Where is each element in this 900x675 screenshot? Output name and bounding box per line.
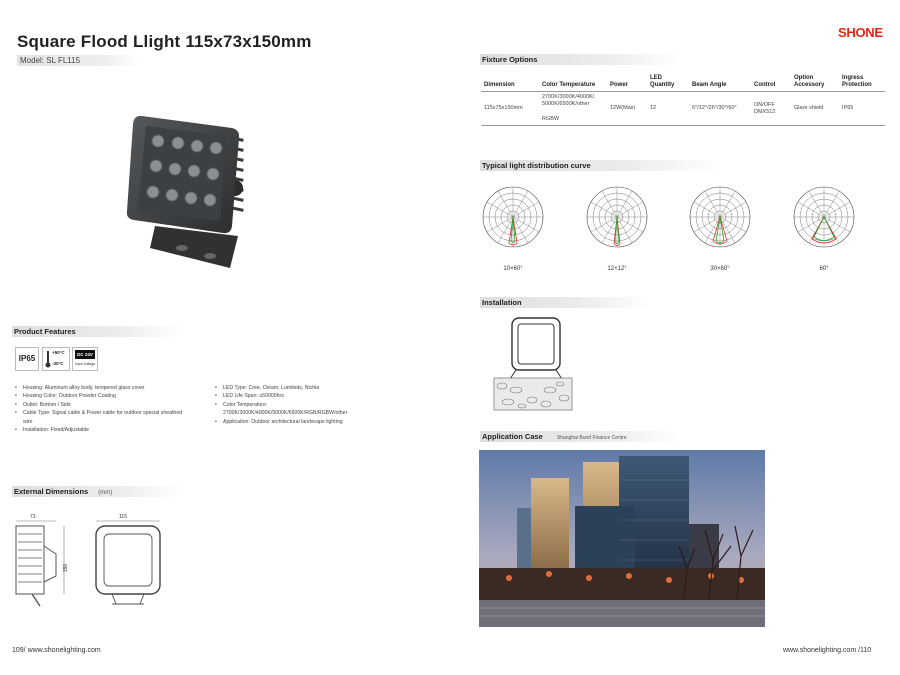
column-header: Color Temperature [539, 73, 607, 92]
curve-label: 12×12° [607, 266, 627, 272]
color-temp-line: RGBW [542, 116, 560, 122]
features-list-right [215, 384, 390, 426]
voltage-sub: Input Voltage [74, 362, 96, 366]
dim-front-width: 115 [119, 514, 127, 520]
cell-ip: IP65 [839, 92, 885, 126]
column-header: Option Accessory [791, 73, 839, 92]
ip-badge [15, 347, 39, 371]
curve-label: 30×60° [710, 266, 730, 272]
dim-side-width: 73 [30, 514, 36, 520]
cell-dimension: 115x75x150mm [481, 92, 539, 126]
list-item: • Housing: Aluminum alloy body, tempered glass cover [15, 384, 193, 392]
application-heading [480, 431, 682, 442]
application-caption: Shanghai Bund Finance Centre [556, 435, 627, 441]
installation-diagram [488, 316, 578, 416]
thermometer-icon [45, 350, 51, 368]
dimension-drawing [12, 512, 182, 612]
features-heading: Product Features [12, 326, 184, 337]
cell-beam: 6°/12°/26°/30°/60° [689, 92, 751, 126]
voltage-value: DC 24V [75, 350, 95, 359]
features-list-left [15, 384, 193, 434]
list-item: • LED Life Span: ≥50000hrs [215, 392, 390, 400]
application-heading-label: Application Case [482, 432, 543, 441]
footer-left[interactable]: 109/ www.shonelighting.com [12, 647, 101, 654]
model-label: Model: SL FL115 [17, 55, 140, 66]
column-header: Power [607, 73, 647, 92]
dimensions-heading-label: External Dimensions [14, 487, 89, 496]
column-header: Ingress Protection [839, 73, 885, 92]
dimensions-heading [12, 486, 184, 497]
installation-heading: Installation [480, 297, 652, 308]
dim-height: 150 [63, 563, 70, 573]
list-item: • Application: Outdoor architectural landscape lighting [215, 418, 390, 426]
column-header: Control [751, 73, 791, 92]
cell-accessory: Glare shield [791, 92, 839, 126]
temp-low: -30°C [52, 361, 64, 366]
product-image [120, 108, 260, 273]
ip-badge-label: IP65 [18, 354, 36, 363]
cell-color-temp [539, 92, 607, 126]
distribution-curves [480, 183, 880, 273]
list-item: • Cable Type: Signal cable & Power cable for outdoor special sheathed wire [15, 409, 193, 426]
list-item: • Color Temperature: 2700K/3000K/4000K/5000K/6500K/RGB/RGBW/other [215, 401, 390, 418]
page-title: Square Flood Llight 115x73x150mm [17, 32, 312, 51]
curve-label: 60° [819, 266, 829, 272]
voltage-badge [72, 347, 98, 371]
footer-right[interactable]: www.shonelighting.com /110 [783, 647, 872, 654]
cell-control: ON/OFF DMX512 [751, 92, 791, 126]
table-row [481, 92, 885, 126]
fixture-heading: Fixture Options [480, 54, 682, 65]
table-header-row [481, 73, 885, 92]
application-photo [479, 450, 765, 627]
list-item: • LED Type: Cree, Osram, Lumileds, Nichia [215, 384, 390, 392]
cell-led-qty: 12 [647, 92, 689, 126]
temperature-badge [42, 347, 70, 371]
cell-power: 12W(Max) [607, 92, 647, 126]
curve-label: 10×60° [503, 266, 523, 272]
list-item: • Installation: Fixed/Adjustable [15, 426, 193, 434]
list-item: • Outlet: Bottom / Side [15, 401, 193, 409]
dimensions-unit: (mm) [98, 490, 113, 496]
color-temp-line: 2700K/3000K/4000K/ 5000K/6500K/other [542, 94, 595, 107]
temp-high: +50°C [52, 350, 65, 355]
column-header: Dimension [481, 73, 539, 92]
curves-heading: Typical light distribution curve [480, 160, 722, 171]
brand-logo: SHONE [838, 25, 883, 40]
fixture-options-table [481, 73, 885, 126]
column-header: LED Quantity [647, 73, 689, 92]
list-item: • Housing Color: Outdoor Powder Coating [15, 392, 193, 400]
column-header: Beam Angle [689, 73, 751, 92]
